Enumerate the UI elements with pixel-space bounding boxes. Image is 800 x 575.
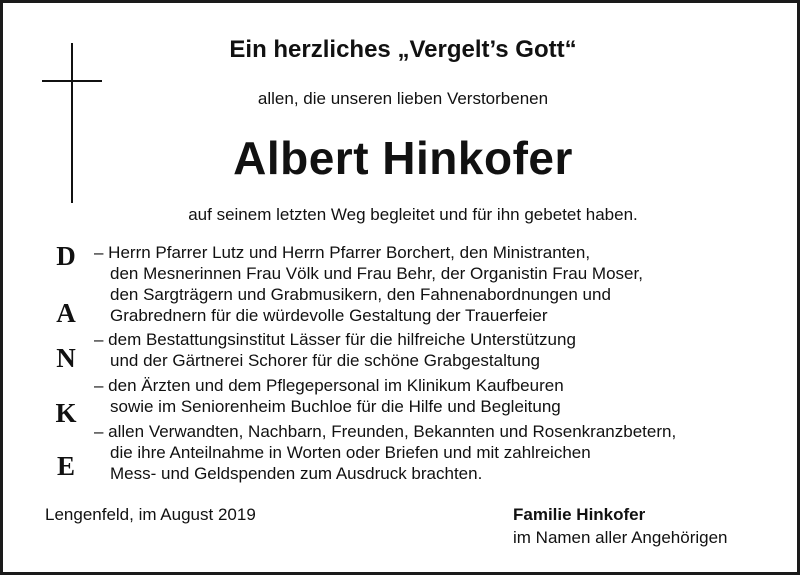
thanks-line: sowie im Seniorenheim Buchloe für die Hilfe und Begleitung: [110, 397, 561, 416]
thanks-line: die ihre Anteilnahme in Worten oder Briefen und mit zahlreichen: [110, 443, 591, 462]
cross-icon-horizontal-bar: [42, 80, 102, 82]
thanks-line: Grabrednern für die würdevolle Gestaltung der Trauerfeier: [110, 306, 548, 325]
family-signature: Familie Hinkofer: [513, 505, 646, 524]
thanks-line: – den Ärzten und dem Pflegepersonal im Klinikum Kaufbeuren: [94, 376, 564, 395]
intro-text: allen, die unseren lieben Verstorbenen: [257, 89, 549, 108]
notice-heading: Ein herzliches „Vergelt’s Gott“: [229, 36, 577, 63]
danke-letter-a: A: [56, 298, 76, 328]
thanks-line: – dem Bestattungsinstitut Lässer für die hilfreiche Unterstützung: [94, 330, 576, 349]
thanks-line: den Mesnerinnen Frau Völk und Frau Behr, der Organistin Frau Moser,: [110, 264, 643, 283]
thanks-line: Mess- und Geldspenden zum Ausdruck brachten.: [110, 464, 483, 483]
danke-letter-n: N: [56, 343, 76, 373]
deceased-name: Albert Hinkofer: [233, 132, 573, 184]
danke-letter-k: K: [55, 398, 77, 428]
thanks-line: den Sargträgern und Grabmusikern, den Fahnenabordnungen und: [110, 285, 611, 304]
danke-letter-d: D: [56, 241, 76, 271]
outro-text: auf seinem letzten Weg begleitet und für ihn gebetet haben.: [188, 205, 638, 224]
place-and-date: Lengenfeld, im August 2019: [45, 505, 256, 524]
thanks-line: und der Gärtnerei Schorer für die schöne Grabgestaltung: [110, 351, 540, 370]
relatives-note: im Namen aller Angehörigen: [513, 528, 728, 547]
danke-letter-e: E: [56, 451, 75, 481]
thanks-line: – Herrn Pfarrer Lutz und Herrn Pfarrer Borchert, den Ministranten,: [94, 243, 591, 262]
thanks-line: – allen Verwandten, Nachbarn, Freunden, Bekannten und Rosenkranzbetern,: [94, 422, 677, 441]
